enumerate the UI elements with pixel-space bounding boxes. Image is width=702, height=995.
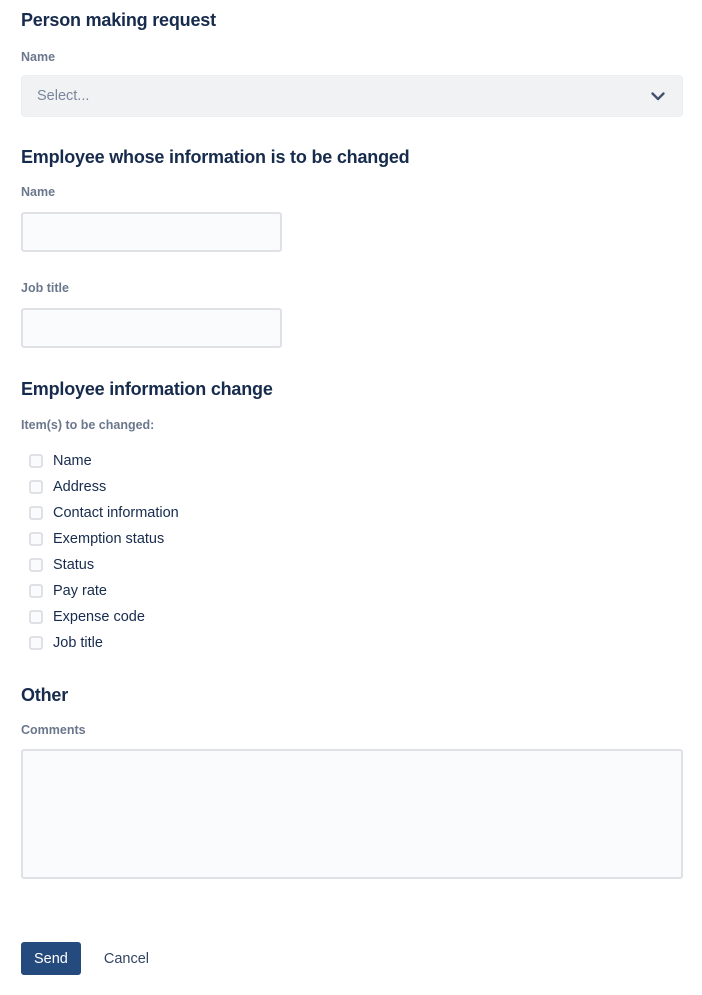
- checkbox-row-status[interactable]: [21, 552, 683, 578]
- checkbox-pay-rate[interactable]: [29, 584, 43, 598]
- checkbox-exemption-status[interactable]: [29, 532, 43, 546]
- form-actions: [21, 942, 683, 975]
- checkbox-status[interactable]: [29, 558, 43, 572]
- checkbox-row-address[interactable]: [21, 474, 683, 500]
- checkbox-status-label: Status: [53, 557, 95, 573]
- employee-job-title-label: Job title: [21, 281, 69, 295]
- items-checkbox-list: [21, 448, 683, 656]
- checkbox-row-exemption-status[interactable]: [21, 526, 683, 552]
- checkbox-row-contact-information[interactable]: [21, 500, 683, 526]
- checkbox-name[interactable]: [29, 454, 43, 468]
- section-title-person-making-request: Person making request: [21, 10, 216, 30]
- comments-label: Comments: [21, 723, 86, 737]
- checkbox-expense-code-label: Expense code: [53, 609, 145, 625]
- checkbox-row-pay-rate[interactable]: [21, 578, 683, 604]
- checkbox-job-title-label: Job title: [53, 635, 103, 651]
- checkbox-expense-code[interactable]: [29, 610, 43, 624]
- comments-textarea[interactable]: [21, 749, 683, 879]
- checkbox-job-title[interactable]: [29, 636, 43, 650]
- checkbox-row-expense-code[interactable]: [21, 604, 683, 630]
- checkbox-address-label: Address: [53, 479, 107, 495]
- section-title-other: Other: [21, 685, 69, 705]
- items-to-be-changed-label: Item(s) to be changed:: [21, 418, 155, 432]
- section-title-information-change: Employee information change: [21, 379, 273, 399]
- checkbox-row-name[interactable]: [21, 448, 683, 474]
- requester-name-select-placeholder: Select...: [37, 88, 90, 104]
- checkbox-contact-information[interactable]: [29, 506, 43, 520]
- send-button[interactable]: Send: [21, 942, 81, 975]
- checkbox-pay-rate-label: Pay rate: [53, 583, 107, 599]
- requester-name-select[interactable]: [21, 75, 683, 117]
- chevron-down-icon: [649, 87, 667, 105]
- checkbox-contact-information-label: Contact information: [53, 505, 179, 521]
- checkbox-exemption-status-label: Exemption status: [53, 531, 165, 547]
- employee-job-title-input[interactable]: [21, 308, 282, 348]
- checkbox-row-job-title[interactable]: [21, 630, 683, 656]
- employee-name-input[interactable]: [21, 212, 282, 252]
- section-title-employee-info: Employee whose information is to be changed: [21, 147, 410, 167]
- checkbox-address[interactable]: [29, 480, 43, 494]
- requester-name-label: Name: [21, 50, 56, 64]
- cancel-button[interactable]: Cancel: [103, 950, 150, 967]
- employee-name-label: Name: [21, 185, 56, 199]
- checkbox-name-label: Name: [53, 453, 92, 469]
